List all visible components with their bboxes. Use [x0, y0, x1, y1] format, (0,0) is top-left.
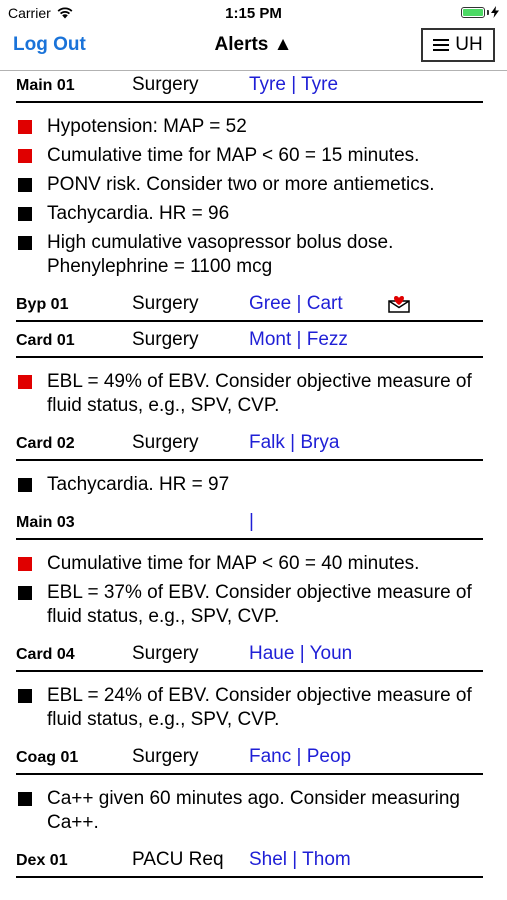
- heart-envelope-icon[interactable]: [388, 295, 410, 313]
- alert-item[interactable]: [16, 231, 483, 279]
- alert-text: EBL = 24% of EBV. Consider objective measure of fluid status, e.g., SPV, CVP.: [47, 685, 472, 730]
- case-alerts: [16, 775, 483, 846]
- alert-text: EBL = 49% of EBV. Consider objective measure of fluid status, e.g., SPV, CVP.: [47, 371, 472, 416]
- case-room: Card 02: [16, 435, 75, 452]
- alert-item[interactable]: [16, 552, 483, 576]
- case-header[interactable]: [16, 326, 483, 358]
- charging-bolt-icon: [491, 6, 499, 18]
- status-bar: [0, 0, 507, 26]
- case-alerts: [16, 672, 483, 743]
- warning-alert-icon: [18, 792, 32, 806]
- case-status: Surgery: [132, 643, 199, 664]
- case-room: Main 01: [16, 77, 75, 94]
- alert-item[interactable]: [16, 684, 483, 732]
- case-room: Card 01: [16, 332, 75, 349]
- alert-text: Tachycardia. HR = 96: [47, 203, 230, 224]
- hamburger-menu-icon: [433, 39, 449, 51]
- warning-alert-icon: [18, 178, 32, 192]
- warning-alert-icon: [18, 586, 32, 600]
- critical-alert-icon: [18, 557, 32, 571]
- case-header[interactable]: [16, 743, 483, 775]
- alert-text: Ca++ given 60 minutes ago. Consider measuring Ca++.: [47, 788, 460, 833]
- case-alerts: [16, 103, 483, 290]
- case-status: Surgery: [132, 329, 199, 350]
- case-names-link[interactable]: Fanc | Peop: [249, 746, 352, 767]
- logout-button[interactable]: Log Out: [13, 34, 86, 55]
- alert-item[interactable]: [16, 370, 483, 418]
- case-room: Dex 01: [16, 852, 68, 869]
- case-status: Surgery: [132, 432, 199, 453]
- alert-text: Cumulative time for MAP < 60 = 15 minutes.: [47, 145, 420, 166]
- case-names-link[interactable]: Mont | Fezz: [249, 329, 348, 350]
- alert-item[interactable]: [16, 115, 483, 139]
- alert-text: EBL = 37% of EBV. Consider objective measure of fluid status, e.g., SPV, CVP.: [47, 582, 472, 627]
- case-header[interactable]: [16, 640, 483, 672]
- critical-alert-icon: [18, 149, 32, 163]
- case-names-link[interactable]: Gree | Cart: [249, 293, 343, 314]
- warning-alert-icon: [18, 478, 32, 492]
- case-header[interactable]: [16, 71, 483, 103]
- warning-alert-icon: [18, 689, 32, 703]
- case-status: Surgery: [132, 293, 199, 314]
- critical-alert-icon: [18, 375, 32, 389]
- alert-item[interactable]: [16, 144, 483, 168]
- unit-menu-button[interactable]: [421, 28, 495, 62]
- alert-item[interactable]: [16, 787, 483, 835]
- battery-icon: [461, 6, 499, 18]
- case-header[interactable]: [16, 846, 483, 878]
- case-header[interactable]: [16, 429, 483, 461]
- case-names-link[interactable]: |: [249, 511, 254, 532]
- alert-text: Cumulative time for MAP < 60 = 40 minutes.: [47, 553, 420, 574]
- case-room: Coag 01: [16, 749, 79, 766]
- warning-alert-icon: [18, 207, 32, 221]
- case-header[interactable]: [16, 290, 483, 322]
- alert-text: Tachycardia. HR = 97: [47, 474, 230, 495]
- case-alerts: [16, 461, 483, 508]
- critical-alert-icon: [18, 120, 32, 134]
- alert-item[interactable]: [16, 473, 483, 497]
- alert-item[interactable]: [16, 581, 483, 629]
- navigation-bar: [0, 26, 507, 71]
- case-names-link[interactable]: Falk | Brya: [249, 432, 340, 453]
- warning-alert-icon: [18, 236, 32, 250]
- case-alerts: [16, 540, 483, 640]
- case-header[interactable]: [16, 508, 483, 540]
- alert-item[interactable]: [16, 202, 483, 226]
- case-status: Surgery: [132, 746, 199, 767]
- case-room: Byp 01: [16, 296, 69, 313]
- unit-menu-label: UH: [455, 34, 483, 55]
- alert-item[interactable]: [16, 173, 483, 197]
- case-status: PACU Req: [132, 849, 224, 870]
- case-names-link[interactable]: Tyre | Tyre: [249, 74, 339, 95]
- case-status: Surgery: [132, 74, 199, 95]
- alert-text: PONV risk. Consider two or more antiemetics.: [47, 174, 435, 195]
- case-names-link[interactable]: Haue | Youn: [249, 643, 353, 664]
- case-room: Card 04: [16, 646, 75, 663]
- case-names-link[interactable]: Shel | Thom: [249, 849, 351, 870]
- case-alerts: [16, 358, 483, 429]
- case-room: Main 03: [16, 514, 75, 531]
- carrier-label: Carrier: [8, 5, 51, 21]
- alerts-list[interactable]: [0, 71, 507, 882]
- page-title[interactable]: Alerts ▲: [214, 34, 293, 55]
- clock: 1:15 PM: [225, 5, 282, 22]
- case-alerts: [16, 878, 483, 882]
- alert-text: High cumulative vasopressor bolus dose. Phenylephrine = 1100 mcg: [47, 232, 394, 277]
- alert-text: Hypotension: MAP = 52: [47, 116, 247, 137]
